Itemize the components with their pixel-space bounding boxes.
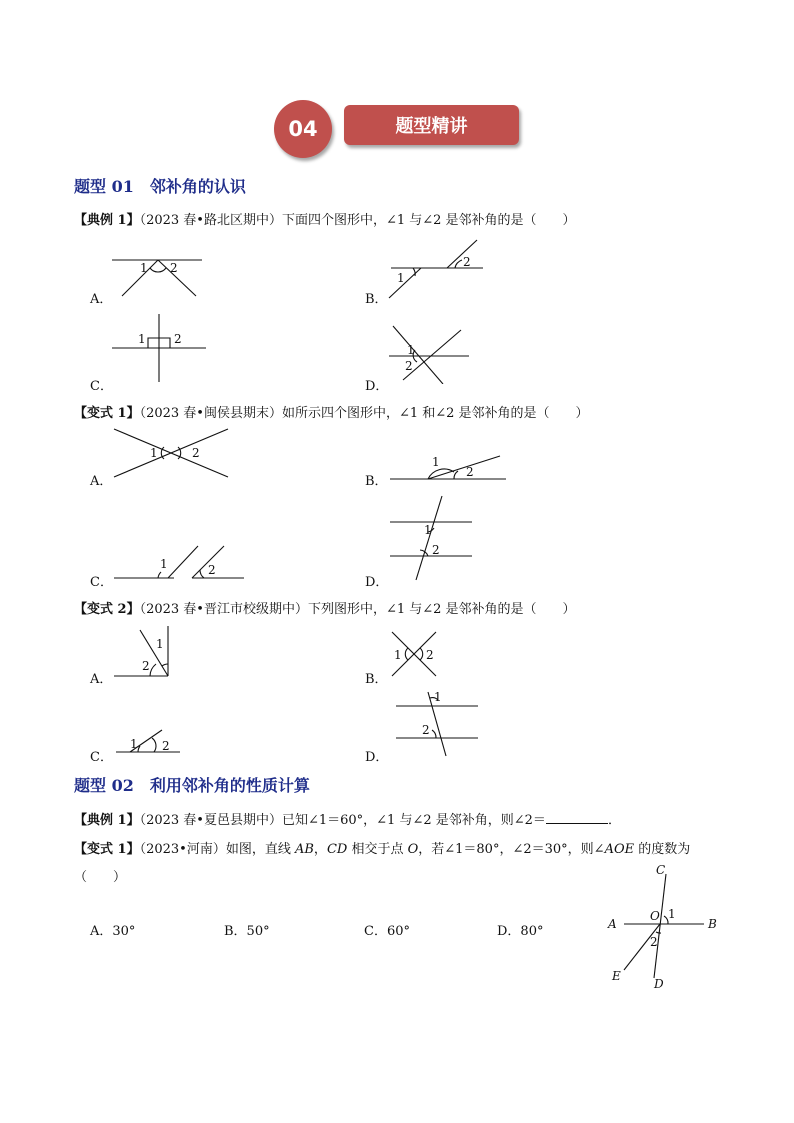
angle-2-label: 2 (422, 723, 430, 737)
question-tag: 【变式 1】 (74, 406, 140, 421)
angle-1-label: 1 (407, 343, 415, 357)
var-ab: AB (294, 842, 314, 857)
section-2-name: 利用邻补角的性质计算 (149, 776, 310, 795)
option-c-label[interactable]: C． (90, 750, 113, 765)
option-a[interactable]: A．30° (90, 924, 136, 939)
question-s2-variant-1 (74, 838, 690, 857)
question-s2-example-1 (74, 809, 621, 828)
option-d-label[interactable]: D． (365, 379, 389, 394)
section-title-badge: 题型精讲 (344, 105, 519, 145)
figure-q1-c (110, 312, 210, 384)
angle-1-label: 1 (150, 446, 158, 460)
figure-q1-a (110, 250, 210, 300)
question-variant-1 (74, 402, 589, 421)
angle-1-label: 1 (140, 261, 148, 275)
angle-2-label: 2 (174, 332, 182, 346)
angle-2-label: 2 (142, 659, 150, 673)
angle-1-label: 1 (160, 557, 168, 571)
angle-1-label: 1 (138, 332, 146, 346)
angle-1-label: 1 (394, 648, 402, 662)
figure-q3-a (112, 624, 174, 680)
option-d-label[interactable]: D． (365, 575, 389, 590)
angle-2-label: 2 (162, 739, 170, 753)
figure-q1-b (385, 236, 495, 300)
angle-1-label: 1 (668, 907, 676, 921)
point-b-label: B (708, 917, 717, 931)
figure-q2-a (112, 425, 232, 481)
answer-paren: （ ） (74, 870, 127, 885)
option-c-label[interactable]: C． (90, 575, 113, 590)
angle-1-label: 1 (156, 637, 164, 651)
question-text: （2023 春•夏邑县期中）已知∠1＝60°，∠1 与∠2 是邻补角，则∠2＝ (139, 813, 546, 828)
angle-2-label: 2 (432, 543, 440, 557)
section-1-title (74, 174, 246, 197)
question-text: 相交于点 (347, 842, 408, 857)
question-text: （2023 春•晋江市校级期中）下列图形中，∠1 与∠2 是邻补角的是（ ） (139, 602, 576, 617)
option-c-label[interactable]: C． (90, 379, 113, 394)
option-b-label[interactable]: B． (365, 292, 388, 307)
option-d[interactable]: D．80° (497, 924, 544, 939)
figure-q1-d (385, 322, 475, 384)
option-a-label[interactable]: A． (90, 474, 113, 489)
question-tag: 【变式 2】 (74, 602, 140, 617)
section-2-title (74, 773, 310, 796)
question-text: ，若∠1＝80°，∠2＝30°，则∠ (418, 842, 605, 857)
figure-s2-q2 (600, 860, 730, 992)
angle-1-label: 1 (434, 690, 442, 704)
option-b[interactable]: B．50° (224, 924, 270, 939)
option-c[interactable]: C．60° (364, 924, 410, 939)
option-d-label[interactable]: D． (365, 750, 389, 765)
section-number-badge: 04 (274, 100, 332, 158)
option-b-label[interactable]: B． (365, 474, 388, 489)
question-tag: 【变式 1】 (74, 842, 140, 857)
figure-q3-b (388, 628, 440, 680)
point-d-label: D (654, 977, 664, 991)
question-tag: 【典例 1】 (74, 813, 140, 828)
option-a-label[interactable]: A． (90, 292, 113, 307)
angle-2-label: 2 (192, 446, 200, 460)
question-text: ， (313, 842, 327, 857)
figure-q2-c (112, 542, 248, 582)
var-cd: CD (326, 842, 348, 857)
angle-2-label: 2 (405, 359, 413, 373)
angle-2-label: 2 (208, 563, 216, 577)
figure-q2-d (388, 492, 478, 584)
angle-1-label: 1 (424, 523, 432, 537)
var-o: O (407, 842, 419, 857)
question-tag: 【典例 1】 (74, 213, 140, 228)
figure-q3-c (112, 726, 184, 756)
angle-1-label: 1 (130, 737, 138, 751)
answer-blank[interactable] (546, 811, 608, 824)
angle-2-label: 2 (650, 935, 658, 949)
point-o-label: O (650, 909, 660, 923)
section-2-number: 题型 02 (74, 776, 134, 795)
figure-q3-d (392, 690, 482, 758)
section-1-number: 题型 01 (74, 177, 134, 196)
angle-1-label: 1 (397, 271, 405, 285)
question-example-1 (74, 209, 576, 228)
question-text: （2023 春•路北区期中）下面四个图形中，∠1 与∠2 是邻补角的是（ ） (139, 213, 576, 228)
question-text: （2023•河南）如图，直线 (139, 842, 295, 857)
angle-2-label: 2 (463, 255, 471, 269)
figure-q2-b (388, 450, 510, 484)
point-a-label: A (608, 917, 617, 931)
section-1-name: 邻补角的认识 (149, 177, 246, 196)
question-text: 的度数为 (634, 842, 691, 857)
option-a-label[interactable]: A． (90, 672, 113, 687)
question-variant-2 (74, 598, 576, 617)
var-aoe: AOE (604, 842, 635, 857)
question-text-end: ． (607, 813, 621, 828)
point-e-label: E (612, 969, 621, 983)
point-c-label: C (656, 863, 666, 877)
angle-1-label: 1 (432, 455, 440, 469)
option-b-label[interactable]: B． (365, 672, 388, 687)
angle-2-label: 2 (466, 465, 474, 479)
angle-2-label: 2 (170, 261, 178, 275)
angle-2-label: 2 (426, 648, 434, 662)
question-text: （2023 春•闽侯县期末）如所示四个图形中，∠1 和∠2 是邻补角的是（ ） (139, 406, 589, 421)
